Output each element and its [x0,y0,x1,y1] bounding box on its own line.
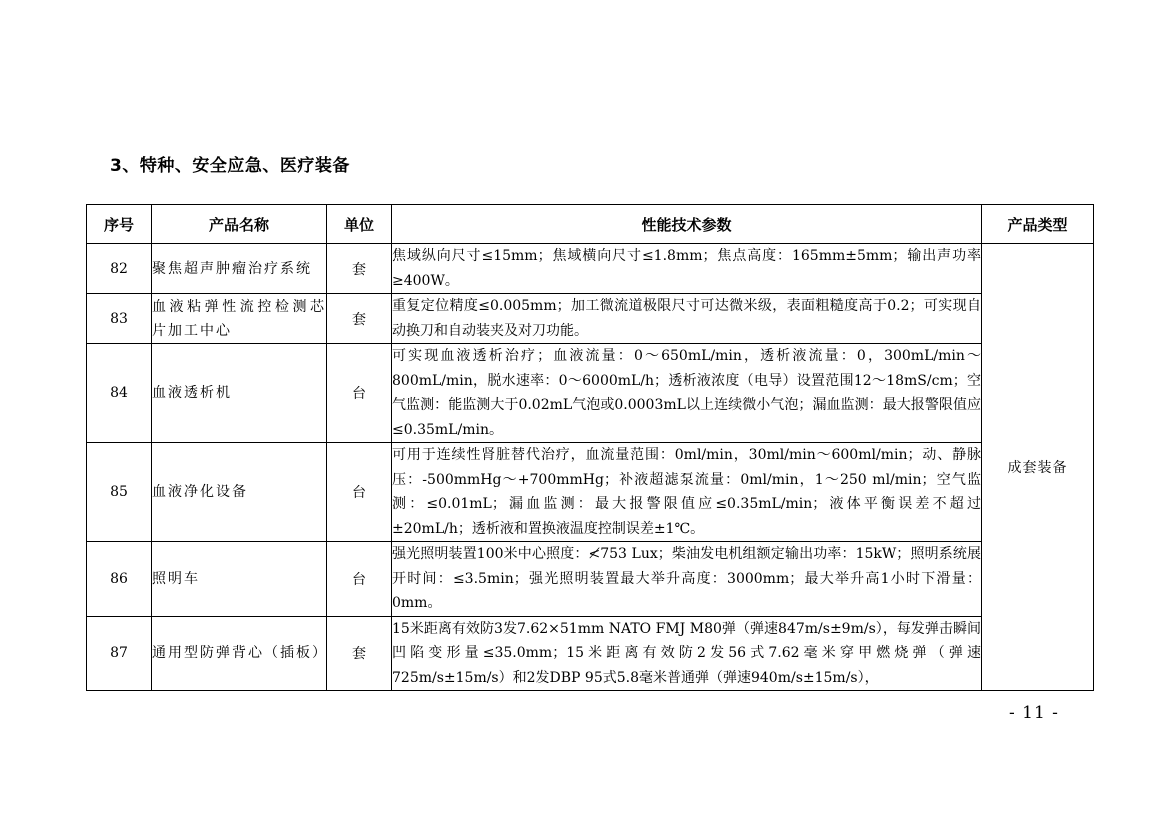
row-unit: 台 [327,542,392,617]
equipment-spec-table [86,204,1094,691]
table-row [87,616,1094,691]
row-no: 87 [87,616,152,691]
row-name: 血液透析机 [152,344,327,443]
header-no: 序号 [87,205,152,244]
row-no: 82 [87,244,152,294]
row-unit: 套 [327,616,392,691]
row-unit: 台 [327,443,392,542]
row-params: 可用于连续性肾脏替代治疗，血流量范围：0ml/min，30ml/min～600ml/min；动、静脉压：-500mmHg～+700mmHg；补液超滤泵流量：0ml/min，1～250 ml/min；空气监测：≤0.01mL；漏血监测：最大报警限值应≤0.35mL/min；液体平衡误差不超过±20mL/h；透析液和置换液温度控制误差±1℃。 [392,443,982,542]
row-name: 聚焦超声肿瘤治疗系统 [152,244,327,294]
row-params: 焦域纵向尺寸≤15mm；焦域横向尺寸≤1.8mm；焦点高度：165mm±5mm；输出声功率≥400W。 [392,244,982,294]
row-no: 84 [87,344,152,443]
row-no: 85 [87,443,152,542]
row-params: 重复定位精度≤0.005mm；加工微流道极限尺寸可达微米级，表面粗糙度高于0.2；可实现自动换刀和自动装夹及对刀功能。 [392,294,982,344]
row-unit: 台 [327,344,392,443]
row-name: 血液粘弹性流控检测芯片加工中心 [152,294,327,344]
row-params: 可实现血液透析治疗；血液流量：0～650mL/min，透析液流量：0，300mL/min～800mL/min，脱水速率：0～6000mL/h；透析液浓度（电导）设置范围12～18mS/cm；空气监测：能监测大于0.02mL气泡或0.0003mL以上连续微小气泡；漏血监测：最大报警限值应≤0.35mL/min。 [392,344,982,443]
row-params: 15米距离有效防3发7.62×51mm NATO FMJ M80弹（弹速847m/s±9m/s），每发弹击瞬间凹陷变形量≤35.0mm；15米距离有效防2发56式7.62毫米穿甲燃烧弹（弹速725m/s±15m/s）和2发DBP 95式5.8毫米普通弹（弹速940m/s±15m/s）， [392,616,982,691]
header-unit: 单位 [327,205,392,244]
header-params: 性能技术参数 [392,205,982,244]
row-no: 86 [87,542,152,617]
row-name: 血液净化设备 [152,443,327,542]
table-row [87,244,1094,294]
table-row [87,294,1094,344]
row-unit: 套 [327,294,392,344]
row-no: 83 [87,294,152,344]
header-type: 产品类型 [982,205,1094,244]
row-name: 照明车 [152,542,327,617]
table-row [87,443,1094,542]
page-number: - 11 - [1009,703,1059,723]
row-name: 通用型防弹背心（插板） [152,616,327,691]
table-header-row [87,205,1094,244]
product-type-merged: 成套装备 [982,244,1094,691]
section-title: 3、特种、安全应急、医疗装备 [110,156,350,176]
header-name: 产品名称 [152,205,327,244]
row-unit: 套 [327,244,392,294]
row-params: 强光照明装置100米中心照度：≮753 Lux；柴油发电机组额定输出功率：15kW；照明系统展开时间：≤3.5min；强光照明装置最大举升高度：3000mm；最大举升高1小时下滑量：0mm。 [392,542,982,617]
table-row [87,344,1094,443]
table-row [87,542,1094,617]
